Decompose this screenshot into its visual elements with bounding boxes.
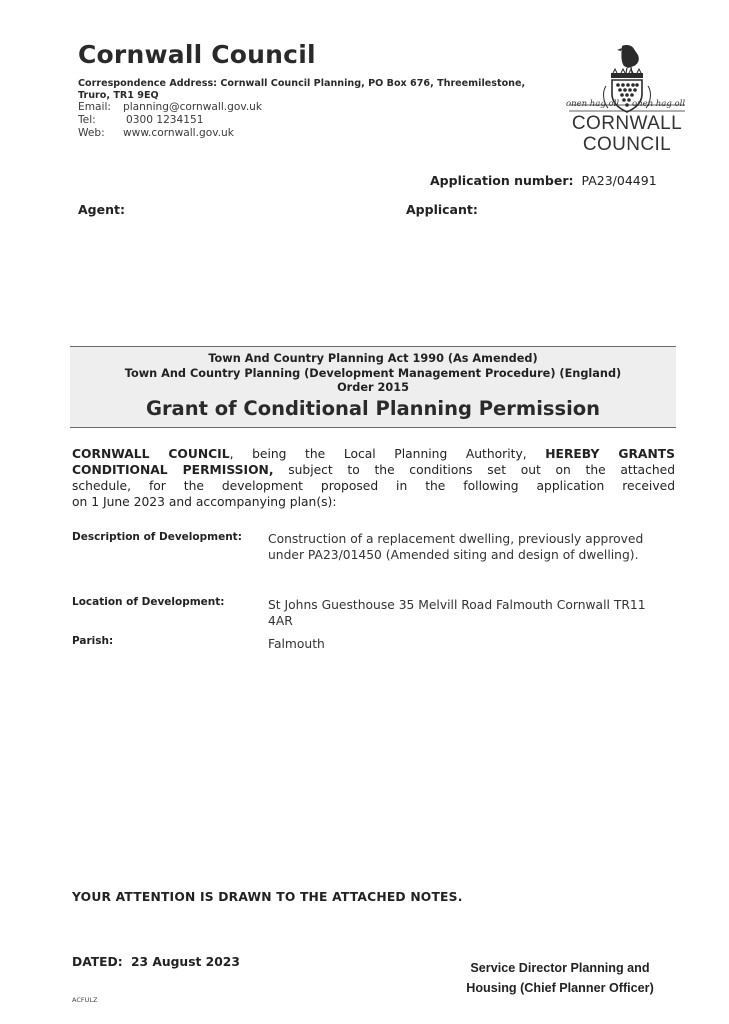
logo-word-cornwall: CORNWALL [571, 113, 683, 134]
grant-conditional: CONDITIONAL PERMISSION, [72, 463, 274, 477]
application-number [430, 173, 657, 188]
tel-label: Tel: [78, 114, 96, 126]
logo-motto-right: onen hag oll [632, 99, 686, 109]
correspondence-address: Correspondence Address: Cornwall Council Planning, PO Box 676, Threemilestone, Truro, TR1 9EQ [78, 78, 526, 101]
grant-line-2 [72, 462, 675, 478]
grant-line-3: schedule, for the development proposed in the following application received [72, 479, 675, 493]
application-number-label: Application number: [430, 173, 574, 188]
form-reference: ACFULZ [72, 996, 98, 1004]
agent-label: Agent: [78, 202, 125, 217]
signatory-line-2: Housing (Chief Planner Officer) [466, 981, 654, 995]
application-number-value: PA23/04491 [581, 173, 657, 188]
attention-notice: YOUR ATTENTION IS DRAWN TO THE ATTACHED NOTES. [72, 890, 463, 904]
web-label: Web: [78, 127, 105, 139]
grant-paragraph [72, 446, 675, 510]
order-title: Town And Country Planning (Development Management Procedure) (England) [124, 367, 622, 380]
web-value[interactable]: www.cornwall.gov.uk [123, 127, 234, 139]
location-value: St Johns Guesthouse 35 Melvill Road Falmouth Cornwall TR11 4AR [268, 598, 646, 628]
signatory [440, 958, 680, 998]
council-title: Cornwall Council [78, 40, 316, 69]
logo-motto-left: onen hag oll [566, 99, 620, 109]
email-value[interactable]: planning@cornwall.gov.uk [123, 101, 263, 113]
grant-authority: CORNWALL COUNCIL [72, 447, 230, 461]
act-title: Town And Country Planning Act 1990 (As Amended) [208, 352, 538, 365]
email-label: Email: [78, 101, 111, 113]
grant-hereby: HEREBY GRANTS [545, 447, 675, 461]
parish-label: Parish: [72, 635, 114, 647]
tel-row [78, 114, 204, 127]
dated-line [72, 955, 240, 969]
grant-text-1: , being the Local Planning Authority, [229, 447, 546, 461]
web-row [78, 127, 234, 140]
description-value: Construction of a replacement dwelling, previously approved under PA23/01450 (Amended siting and design of dwelling). [268, 532, 644, 562]
order-year: Order 2015 [337, 381, 409, 394]
grant-line-4: on 1 June 2023 and accompanying plan(s): [72, 495, 337, 509]
dated-value: 23 August 2023 [130, 955, 240, 969]
applicant-label: Applicant: [406, 202, 478, 217]
logo-word-council: COUNCIL [582, 134, 672, 155]
permission-banner [70, 346, 676, 428]
location-label: Location of Development: [72, 596, 225, 608]
permission-heading: Grant of Conditional Planning Permission [145, 397, 601, 420]
signatory-line-1: Service Director Planning and [470, 961, 650, 975]
grant-text-2: subject to the conditions set out on the attached [273, 463, 675, 477]
description-label: Description of Development: [72, 531, 242, 543]
dated-label: DATED: [72, 955, 123, 969]
parish-value: Falmouth [268, 637, 325, 651]
tel-value[interactable]: 0300 1234151 [126, 114, 204, 126]
grant-line-1 [72, 446, 675, 462]
email-row [78, 101, 262, 114]
